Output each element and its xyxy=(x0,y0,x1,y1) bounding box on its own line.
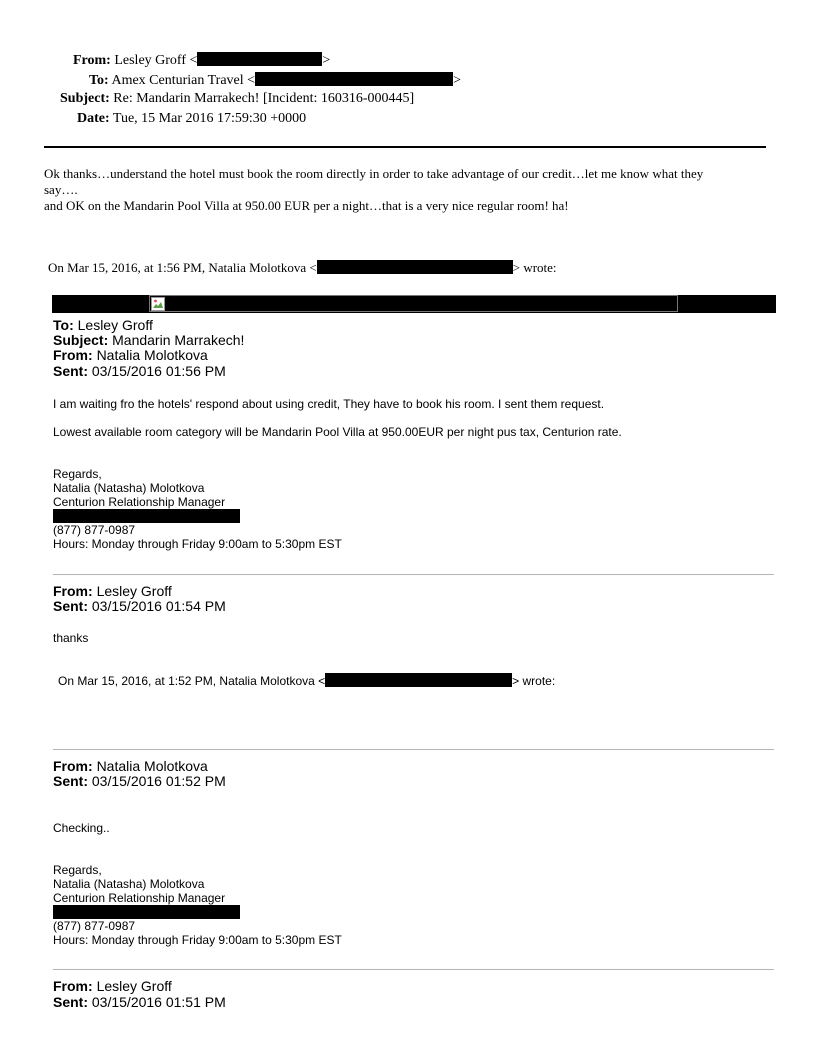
redaction-block xyxy=(197,52,322,66)
date-label: Date: xyxy=(77,111,110,126)
from-label: From: xyxy=(53,758,93,774)
body-line: and OK on the Mandarin Pool Villa at 950.00 EUR per a night…that is a very nice regular room! ha! xyxy=(44,198,569,213)
msg-sent-row xyxy=(53,773,226,789)
msg-sent-row xyxy=(53,598,226,614)
quote-intro xyxy=(58,673,555,688)
to-row xyxy=(89,72,461,89)
sent-label: Sent: xyxy=(53,994,88,1010)
broken-image-icon xyxy=(151,297,165,311)
msg-from-row xyxy=(53,583,172,599)
sent-value: 03/15/2016 01:51 PM xyxy=(91,994,226,1010)
signature-hours: Hours: Monday through Friday 9:00am to 5:30pm EST xyxy=(53,933,342,947)
sent-label: Sent: xyxy=(53,363,88,379)
sent-label: Sent: xyxy=(53,598,88,614)
to-value: Lesley Groff xyxy=(77,317,153,333)
from-label: From: xyxy=(53,978,93,994)
msg-from-row xyxy=(53,978,172,994)
from-value: Lesley Groff xyxy=(96,583,172,599)
to-close: > xyxy=(453,73,461,88)
subject-value: Re: Mandarin Marrakech! [Incident: 160316-000445] xyxy=(113,91,415,106)
redaction-block xyxy=(53,509,240,523)
from-row xyxy=(73,52,330,69)
signature-regards: Regards, xyxy=(53,467,102,481)
from-value: Natalia Molotkova xyxy=(96,347,208,363)
signature-hours: Hours: Monday through Friday 9:00am to 5:30pm EST xyxy=(53,537,342,551)
redaction-block xyxy=(53,905,240,919)
quote-intro-end: > wrote: xyxy=(512,260,557,275)
from-close: > xyxy=(322,53,331,68)
sent-value: 03/15/2016 01:52 PM xyxy=(91,773,226,789)
header-divider xyxy=(44,146,766,148)
message-divider xyxy=(53,574,774,575)
signature-phone: (877) 877-0987 xyxy=(53,919,136,933)
broken-image xyxy=(149,295,678,312)
to-label: To: xyxy=(53,317,74,333)
subject-value: Mandarin Marrakech! xyxy=(112,332,245,348)
quote-intro-text: On Mar 15, 2016, at 1:56 PM, Natalia Molotkova < xyxy=(48,260,317,275)
body-line: say…. xyxy=(44,182,78,197)
redaction-block xyxy=(317,260,513,274)
msg-paragraph: thanks xyxy=(53,631,89,645)
sent-label: Sent: xyxy=(53,773,88,789)
sent-value: 03/15/2016 01:54 PM xyxy=(91,598,226,614)
subject-label: Subject: xyxy=(60,91,110,106)
redaction-block xyxy=(255,72,453,86)
sent-value: 03/15/2016 01:56 PM xyxy=(91,363,226,379)
subject-label: Subject: xyxy=(53,332,109,348)
msg-sent-row xyxy=(53,994,226,1010)
msg-sent-row xyxy=(53,363,226,379)
signature-name: Natalia (Natasha) Molotkova xyxy=(53,481,205,495)
signature-name: Natalia (Natasha) Molotkova xyxy=(53,877,205,891)
from-label: From: xyxy=(53,347,93,363)
date-row xyxy=(77,111,306,127)
msg-paragraph: I am waiting fro the hotels' respond about using credit, They have to book his room. I sent them request. xyxy=(53,397,605,411)
signature-phone: (877) 877-0987 xyxy=(53,523,136,537)
msg-subject-row xyxy=(53,332,244,348)
quote-intro xyxy=(48,260,557,276)
signature-regards: Regards, xyxy=(53,863,102,877)
signature-title: Centurion Relationship Manager xyxy=(53,495,226,509)
from-value: Lesley Groff < xyxy=(114,53,198,68)
body-line: Ok thanks…understand the hotel must book the room directly in order to take advantage of our credit…let me know what they xyxy=(44,166,704,181)
quote-intro-end: > wrote: xyxy=(512,674,556,688)
msg-paragraph: Lowest available room category will be Mandarin Pool Villa at 950.00EUR per night pus tax, Centurion rate. xyxy=(53,425,622,439)
msg-paragraph: Checking.. xyxy=(53,821,110,835)
from-value: Natalia Molotkova xyxy=(96,758,208,774)
signature-title: Centurion Relationship Manager xyxy=(53,891,226,905)
subject-row xyxy=(60,91,414,107)
to-value: Amex Centurian Travel < xyxy=(111,73,256,88)
date-value: Tue, 15 Mar 2016 17:59:30 +0000 xyxy=(112,111,307,126)
to-label: To: xyxy=(89,73,109,88)
msg-from-row xyxy=(53,758,208,774)
redaction-block xyxy=(325,673,512,687)
message-divider xyxy=(53,749,774,750)
from-value: Lesley Groff xyxy=(96,978,172,994)
from-label: From: xyxy=(73,53,111,68)
message-divider xyxy=(53,969,774,970)
quote-intro-text: On Mar 15, 2016, at 1:52 PM, Natalia Molotkova < xyxy=(58,674,326,688)
from-label: From: xyxy=(53,583,93,599)
msg-from-row xyxy=(53,347,208,363)
msg-to-row xyxy=(53,317,153,333)
